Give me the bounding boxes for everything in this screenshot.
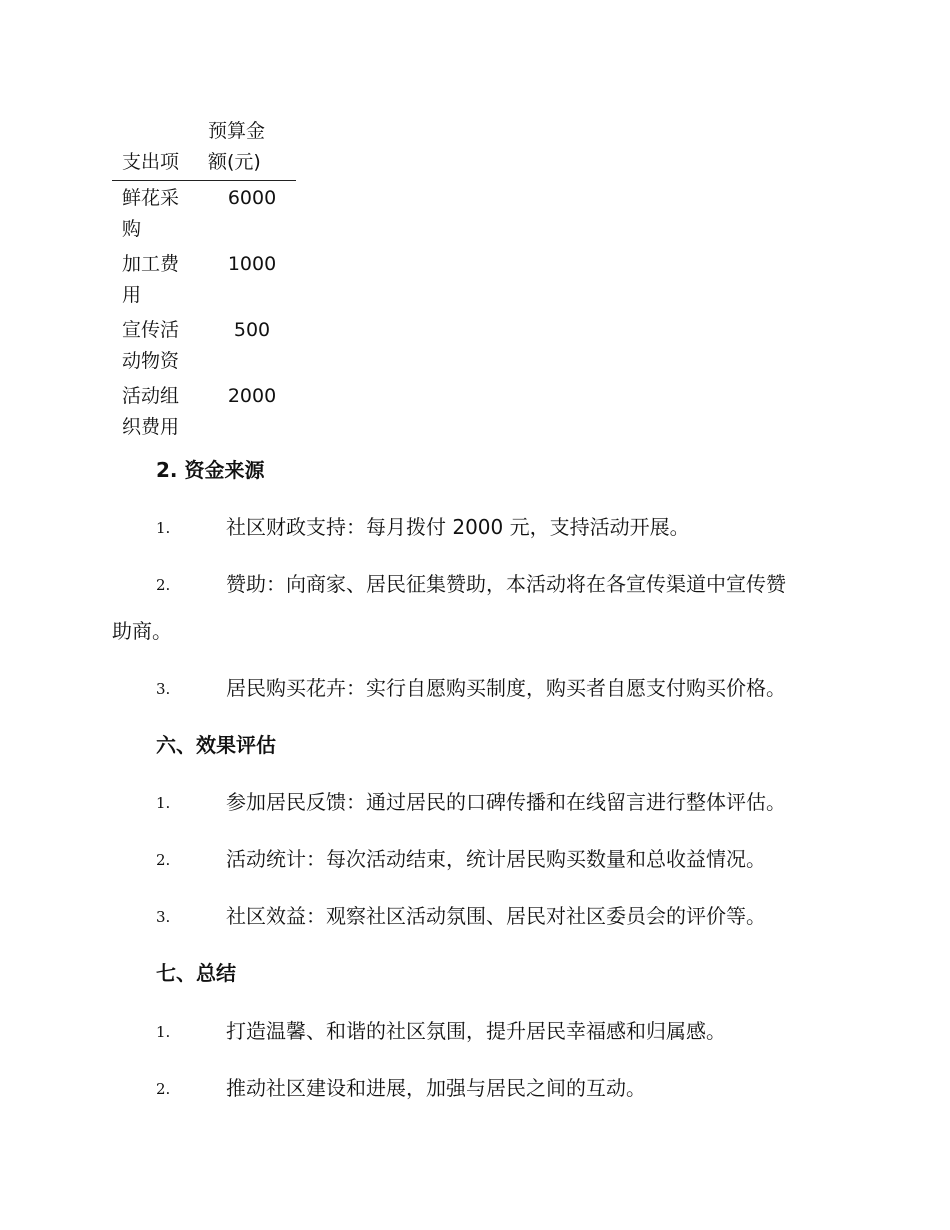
list-item-text: 居民购买花卉：实行自愿购买制度，购买者自愿支付购买价格。	[226, 676, 786, 700]
budget-item-cell	[112, 181, 208, 248]
list-item	[156, 512, 846, 542]
list-item-number: 3.	[156, 908, 171, 926]
budget-header-amount-line1: 预算金	[208, 120, 266, 142]
list-item	[156, 1016, 846, 1046]
list-item-text: 活动统计：每次活动结束，统计居民购买数量和总收益情况。	[226, 847, 766, 871]
section-heading-summary: 七、总结	[156, 961, 236, 985]
budget-item-cell	[112, 247, 208, 313]
table-row	[112, 247, 296, 313]
budget-item-line2: 用	[122, 284, 142, 306]
section-heading-funding: 2. 资金来源	[156, 458, 265, 482]
budget-item-cell	[112, 379, 208, 445]
budget-amount-cell: 500	[233, 319, 271, 341]
budget-item-line1: 宣传活	[122, 319, 180, 341]
budget-amount-cell: 6000	[227, 187, 277, 209]
list-item-number: 2.	[156, 851, 171, 869]
list-item-number: 3.	[156, 680, 171, 698]
list-item-number: 2.	[156, 1080, 171, 1098]
table-row	[112, 379, 296, 445]
list-item	[156, 569, 846, 599]
budget-header-amount	[208, 116, 296, 181]
list-item-continuation: 助商。	[112, 619, 172, 643]
list-item-text: 社区财政支持：每月拨付 2000 元，支持活动开展。	[226, 515, 690, 539]
budget-table-header-row	[112, 116, 296, 181]
budget-item-line1: 鲜花采	[122, 187, 180, 209]
budget-item-line2: 购	[122, 218, 142, 240]
list-item-text: 打造温馨、和谐的社区氛围，提升居民幸福感和归属感。	[226, 1019, 726, 1043]
list-item-text: 社区效益：观察社区活动氛围、居民对社区委员会的评价等。	[226, 904, 766, 928]
budget-header-amount-line2: 额(元)	[208, 151, 261, 173]
list-item	[156, 787, 846, 817]
list-item-text: 参加居民反馈：通过居民的口碑传播和在线留言进行整体评估。	[226, 790, 786, 814]
budget-item-line2: 动物资	[122, 350, 180, 372]
table-row	[112, 181, 296, 248]
list-item-number: 2.	[156, 576, 171, 594]
budget-amount-cell: 1000	[227, 253, 277, 275]
table-row	[112, 313, 296, 379]
list-item-number: 1.	[156, 794, 171, 812]
list-item-text: 赞助：向商家、居民征集赞助，本活动将在各宣传渠道中宣传赞	[226, 572, 786, 596]
list-item	[156, 844, 846, 874]
budget-item-line1: 加工费	[122, 253, 180, 275]
list-item	[156, 901, 846, 931]
section-heading-evaluation: 六、效果评估	[156, 733, 276, 757]
budget-header-item-label: 支出项	[122, 151, 180, 173]
budget-table	[112, 116, 296, 445]
list-item	[156, 673, 846, 703]
budget-item-cell	[112, 313, 208, 379]
budget-amount-cell: 2000	[227, 385, 277, 407]
list-item-number: 1.	[156, 1023, 171, 1041]
budget-header-item	[112, 116, 208, 181]
list-item-text: 推动社区建设和进展，加强与居民之间的互动。	[226, 1076, 646, 1100]
budget-item-line1: 活动组	[122, 385, 180, 407]
budget-item-line2: 织费用	[122, 416, 180, 438]
list-item	[156, 1073, 846, 1103]
list-item-number: 1.	[156, 519, 171, 537]
